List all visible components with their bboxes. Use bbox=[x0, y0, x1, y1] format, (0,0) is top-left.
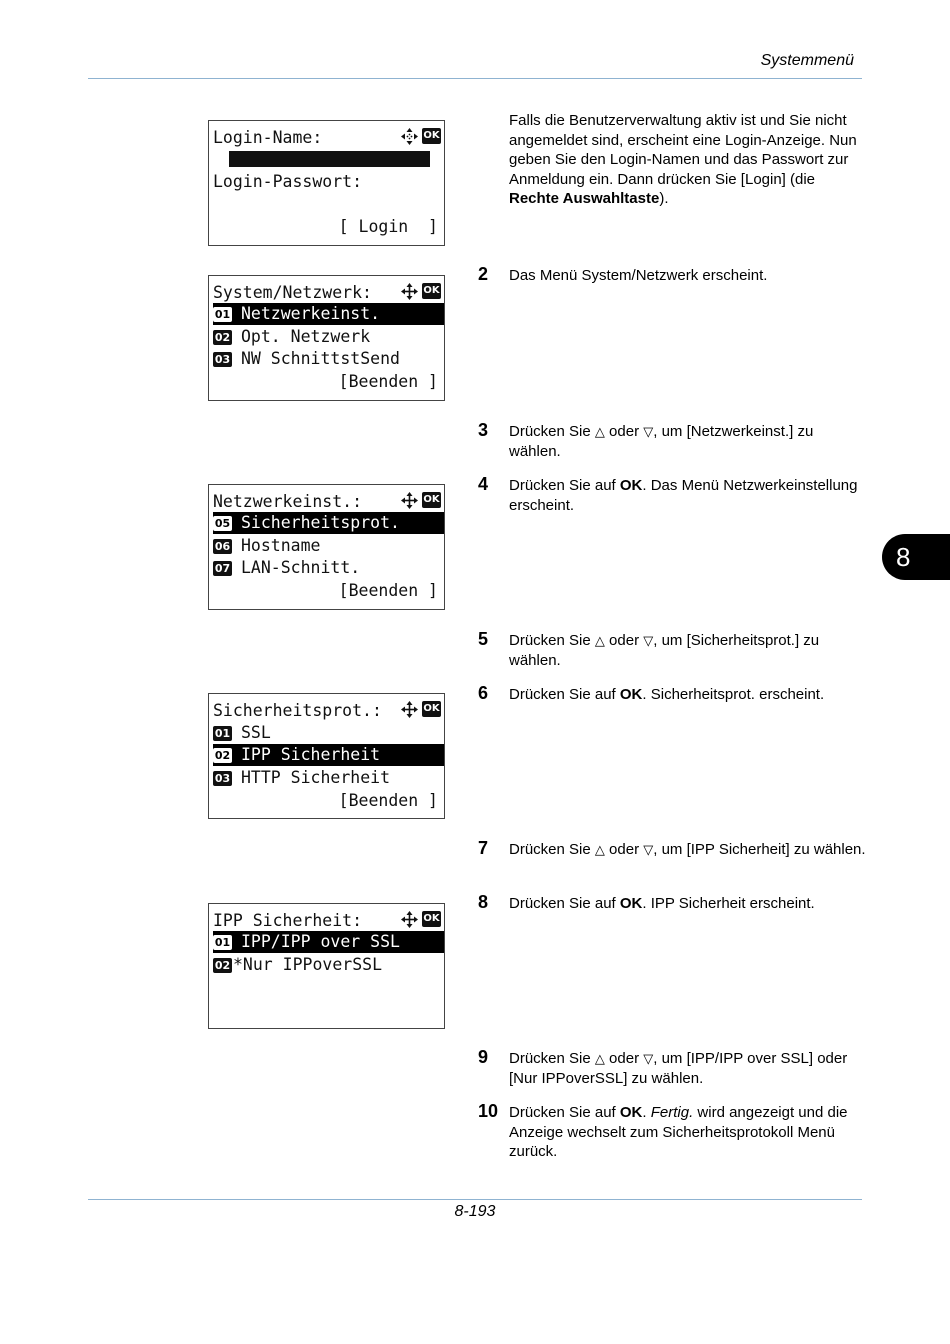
dpad-icon bbox=[401, 911, 418, 928]
step-number: 4 bbox=[478, 474, 489, 494]
up-triangle-icon: △ bbox=[594, 633, 605, 648]
item-number-icon: 03 bbox=[214, 353, 231, 366]
step-number: 8 bbox=[478, 892, 489, 912]
step-text: Drücken Sie △ oder ▽, um [IPP/IPP over SSL] oder [Nur IPPoverSSL] zu wählen. bbox=[509, 1050, 848, 1087]
menu-item-label: Sicherheitsprot. bbox=[241, 513, 400, 532]
screen-title: Sicherheitsprot.: bbox=[213, 701, 382, 720]
step-text: Drücken Sie △ oder ▽, um [IPP Sicherheit] zu wählen. bbox=[509, 841, 866, 858]
step-text: Drücken Sie △ oder ▽, um [Netzwerkeinst.] zu wählen. bbox=[509, 423, 814, 460]
menu-item-label: Hostname bbox=[241, 536, 321, 555]
menu-item bbox=[213, 348, 444, 370]
menu-item-label: *Nur IPPoverSSL bbox=[233, 955, 383, 974]
step-10 bbox=[478, 1103, 868, 1162]
chapter-tab: 8 bbox=[882, 534, 950, 580]
step-number: 2 bbox=[478, 264, 489, 284]
menu-item-label: IPP Sicherheit bbox=[241, 745, 381, 764]
down-triangle-icon: ▽ bbox=[643, 842, 654, 857]
menu-item bbox=[213, 954, 444, 976]
down-triangle-icon: ▽ bbox=[643, 424, 654, 439]
header-rule bbox=[88, 78, 862, 79]
intro-paragraph: Falls die Benutzerverwaltung aktiv ist und Sie nicht angemeldet sind, erscheint eine Login-Anzeige. Nun geben Sie den Login-Namen und das Passwort zur Anmeldung ein. Dann drücken Sie [Login] (die Rechte Auswahltaste). bbox=[509, 112, 857, 207]
step-number: 3 bbox=[478, 420, 489, 440]
ipp-security-screen bbox=[208, 903, 445, 1029]
step-text: Drücken Sie auf OK. Sicherheitsprot. erscheint. bbox=[509, 686, 825, 703]
screen-icons bbox=[401, 127, 441, 145]
down-triangle-icon: ▽ bbox=[643, 633, 654, 648]
step-number: 6 bbox=[478, 683, 489, 703]
step-6 bbox=[478, 685, 868, 705]
step-number: 9 bbox=[478, 1047, 489, 1067]
security-protocol-screen bbox=[208, 693, 445, 819]
dpad-icon bbox=[401, 283, 418, 300]
dpad-dotted-icon bbox=[401, 128, 418, 145]
end-softkey: [Beenden ] bbox=[338, 581, 438, 600]
step-5 bbox=[478, 631, 868, 670]
item-number-icon: 01 bbox=[214, 727, 231, 740]
menu-item bbox=[213, 535, 444, 557]
screen-icons bbox=[401, 700, 441, 718]
item-number-icon: 02 bbox=[214, 959, 231, 972]
step-4 bbox=[478, 476, 868, 515]
step-8 bbox=[478, 894, 868, 914]
item-number-icon: 02 bbox=[214, 331, 231, 344]
login-name-input-bar bbox=[229, 151, 430, 167]
up-triangle-icon: △ bbox=[594, 424, 605, 439]
menu-item-label: LAN-Schnitt. bbox=[241, 558, 361, 577]
item-number-icon: 06 bbox=[214, 540, 231, 553]
system-network-screen bbox=[208, 275, 445, 401]
item-number-icon: 05 bbox=[214, 517, 231, 530]
login-password-label: Login-Passwort: bbox=[213, 172, 363, 191]
down-triangle-icon: ▽ bbox=[643, 1051, 654, 1066]
menu-item-label: SSL bbox=[241, 723, 271, 742]
ok-icon: OK bbox=[422, 283, 441, 299]
up-triangle-icon: △ bbox=[594, 1051, 605, 1066]
end-softkey: [Beenden ] bbox=[338, 791, 438, 810]
menu-item-label: IPP/IPP over SSL bbox=[241, 932, 400, 951]
login-softkey: [ Login ] bbox=[338, 217, 438, 236]
step-3 bbox=[478, 422, 868, 461]
menu-item bbox=[213, 557, 444, 579]
dpad-icon bbox=[401, 701, 418, 718]
step-number: 7 bbox=[478, 838, 489, 858]
running-header: Systemmenü bbox=[760, 52, 854, 69]
ok-icon: OK bbox=[422, 128, 441, 144]
menu-item bbox=[213, 326, 444, 348]
item-number-icon: 03 bbox=[214, 772, 231, 785]
step-number: 10 bbox=[478, 1101, 499, 1121]
screen-icons bbox=[401, 910, 441, 928]
menu-item-label: NW SchnittstSend bbox=[241, 349, 400, 368]
step-number: 5 bbox=[478, 629, 489, 649]
menu-item-selected bbox=[213, 512, 444, 534]
screen-icons bbox=[401, 282, 441, 300]
step-text: Drücken Sie △ oder ▽, um [Sicherheitsprot.] zu wählen. bbox=[509, 632, 820, 669]
item-number-icon: 02 bbox=[214, 749, 231, 762]
menu-item-label: Opt. Netzwerk bbox=[241, 327, 371, 346]
login-screen bbox=[208, 120, 445, 246]
page-number: 8-193 bbox=[454, 1203, 496, 1220]
screen-title: IPP Sicherheit: bbox=[213, 911, 363, 930]
step-text: Drücken Sie auf OK. Das Menü Netzwerkeinstellung erscheint. bbox=[509, 477, 858, 514]
menu-item bbox=[213, 722, 444, 744]
screen-title: System/Netzwerk: bbox=[213, 283, 372, 302]
step-9 bbox=[478, 1049, 868, 1088]
step-7 bbox=[478, 840, 868, 860]
ok-icon: OK bbox=[422, 911, 441, 927]
step-text: Das Menü System/Netzwerk erscheint. bbox=[509, 267, 768, 284]
menu-item-selected bbox=[213, 303, 444, 325]
dpad-icon bbox=[401, 492, 418, 509]
footer-rule bbox=[88, 1199, 862, 1200]
item-number-icon: 07 bbox=[214, 562, 231, 575]
item-number-icon: 01 bbox=[214, 308, 231, 321]
up-triangle-icon: △ bbox=[594, 842, 605, 857]
item-number-icon: 01 bbox=[214, 936, 231, 949]
menu-item-selected bbox=[213, 744, 444, 766]
ok-icon: OK bbox=[422, 701, 441, 717]
screen-icons bbox=[401, 491, 441, 509]
menu-item-label: HTTP Sicherheit bbox=[241, 768, 391, 787]
step-2 bbox=[478, 266, 868, 286]
menu-item-label: Netzwerkeinst. bbox=[241, 304, 381, 323]
end-softkey: [Beenden ] bbox=[338, 372, 438, 391]
menu-item bbox=[213, 767, 444, 789]
step-text: Drücken Sie auf OK. IPP Sicherheit erscheint. bbox=[509, 895, 815, 912]
menu-item-selected bbox=[213, 931, 444, 953]
screen-title: Netzwerkeinst.: bbox=[213, 492, 363, 511]
login-name-label: Login-Name: bbox=[213, 128, 323, 147]
step-text: Drücken Sie auf OK. Fertig. wird angezeigt und die Anzeige wechselt zum Sicherheitsprotokoll Menü zurück. bbox=[509, 1104, 848, 1160]
ok-icon: OK bbox=[422, 492, 441, 508]
network-settings-screen bbox=[208, 484, 445, 610]
